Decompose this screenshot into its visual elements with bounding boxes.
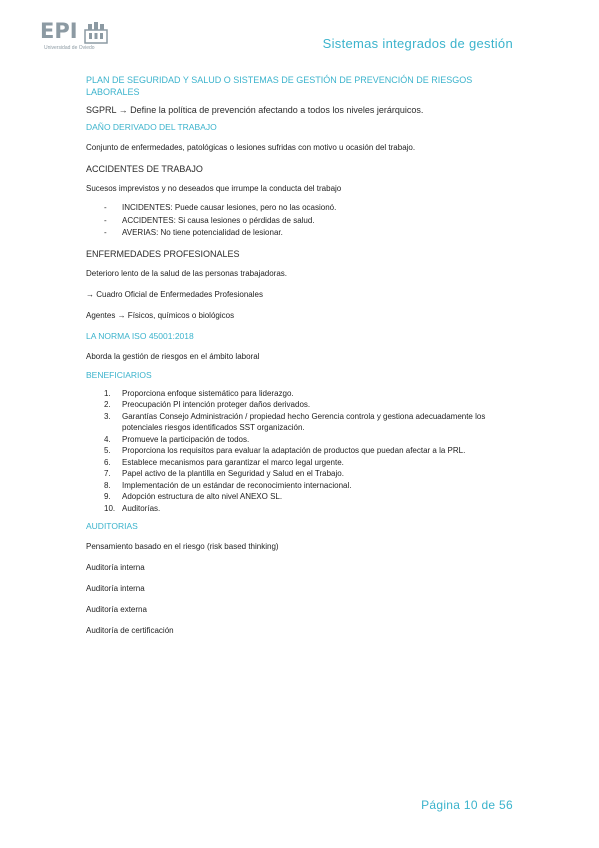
section-heading-norma: LA NORMA ISO 45001:2018 — [86, 330, 194, 341]
list-item: - ACCIDENTES: Si causa lesiones o pérdidas de salud. — [86, 215, 516, 228]
section-heading-auditorias: AUDITORIAS — [86, 521, 138, 531]
auditorias-text-1: Pensamiento basado en el riesgo (risk based thinking) — [86, 542, 279, 551]
section-heading-dano: DAÑO DERIVADO DEL TRABAJO — [86, 122, 217, 132]
enfermedades-text-1: Deterioro lento de la salud de las personas trabajadoras. — [86, 268, 288, 278]
list-item: 7. Papel activo de la plantilla en Seguridad y Salud en el Trabajo. — [104, 469, 344, 478]
section-heading-beneficiarios: BENEFICIARIOS — [86, 369, 152, 380]
sgprl-text: SGPRL → Define la política de prevención afectando a todos los niveles jerárquicos. — [86, 105, 424, 115]
list-item: 6. Establece mecanismos para garantizar el marco legal urgente. — [104, 457, 344, 467]
auditorias-text-5: Auditoría de certificación — [86, 626, 174, 635]
emblem-icon — [84, 22, 108, 44]
list-item: 3. Garantías Consejo Administración / propiedad hecho Gerencia controla y gestiona adecuadamente los potenciales riesgos identificados SST organización. — [104, 411, 486, 432]
page-number: Página 10 de 56 — [421, 798, 513, 812]
auditorias-text-3: Auditoría interna — [86, 584, 145, 593]
accidentes-text: Sucesos imprevistos y no deseados que irrumpe la conducta del trabajo — [86, 184, 342, 193]
list-item: 2. Preocupación PI intención proteger daños derivados. — [104, 400, 311, 409]
list-item: 10. Auditorías. — [104, 503, 161, 513]
beneficiarios-list — [86, 388, 516, 515]
list-item: - INCIDENTES: Puede causar lesiones, pero no las ocasionó. — [86, 202, 516, 215]
list-item: - AVERIAS: No tiene potencialidad de lesionar. — [86, 227, 516, 240]
dano-text: Conjunto de enfermedades, patológicas o lesiones sufridas con motivo u ocasión del trabajo. — [86, 143, 416, 152]
accidentes-list — [86, 202, 516, 240]
norma-text: Aborda la gestión de riesgos en el ámbito laboral — [86, 351, 260, 361]
logo-subtitle: Universidad de Oviedo — [44, 45, 95, 51]
university-logo — [40, 20, 120, 54]
auditorias-text-4: Auditoría externa — [86, 605, 147, 614]
section-heading-accidentes: ACCIDENTES DE TRABAJO — [86, 164, 203, 174]
list-item: 5. Proporciona los requisitos para evaluar la adaptación de productos que puedan afectar a la PRL. — [104, 446, 466, 455]
auditorias-text-2: Auditoría interna — [86, 563, 145, 572]
section-heading-plan: PLAN DE SEGURIDAD Y SALUD O SISTEMAS DE GESTIÓN DE PREVENCIÓN DE RIESGOS LABORALES — [86, 75, 473, 97]
list-item: 9. Adopción estructura de alto nivel ANEXO SL. — [104, 492, 283, 501]
enfermedades-text-2: → Cuadro Oficial de Enfermedades Profesionales — [86, 289, 263, 299]
section-heading-enfermedades: ENFERMEDADES PROFESIONALES — [86, 248, 240, 259]
list-item: 4. Promueve la participación de todos. — [104, 434, 250, 444]
enfermedades-text-3: Agentes → Físicos, químicos o biológicos — [86, 310, 235, 320]
document-header-title: Sistemas integrados de gestión — [322, 36, 513, 51]
list-item: 8. Implementación de un estándar de reconocimiento internacional. — [104, 480, 352, 490]
logo-letters: EPI — [40, 19, 78, 43]
page-content — [86, 72, 516, 636]
list-item: 1. Proporciona enfoque sistemático para liderazgo. — [104, 388, 294, 398]
